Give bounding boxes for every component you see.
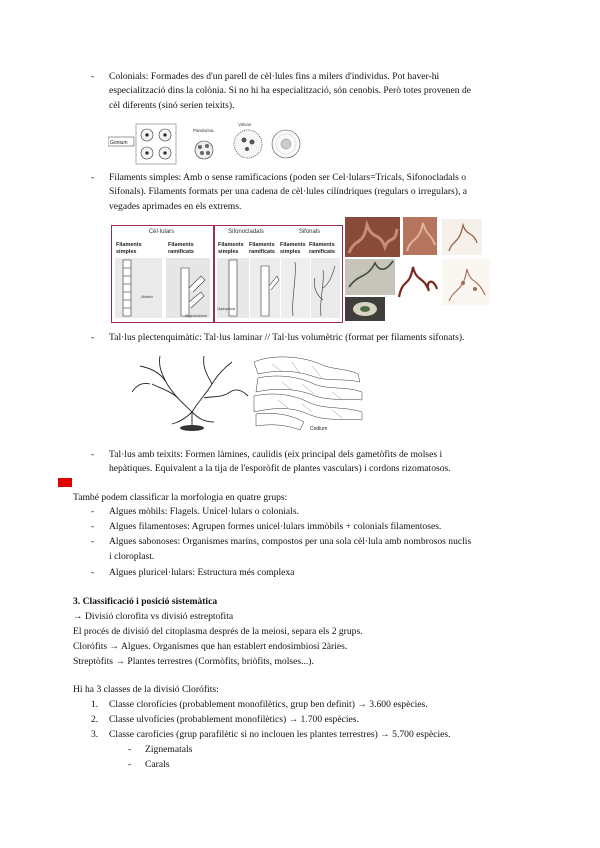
paragraph-line: El procés de divisió del citoplasma després de la meiosi, separa els 2 grups. bbox=[73, 626, 363, 637]
volvox-label: Volvox bbox=[238, 122, 252, 127]
class-item: Classe ulvofícies (probablement monofilètics) → 1.700 espècies. bbox=[109, 714, 359, 725]
paragraph-line: Streptòfits → Plantes terrestres (Cormòfits, briòfits, molses...). bbox=[73, 656, 314, 667]
tissues-line-1: Tal·lus amb teixits: Formen làmines, caulidis (eix principal dels gametòfits de molses i bbox=[109, 449, 443, 460]
group-item: Algues mòbils: Flagels. Unicel·lulars o colonials. bbox=[109, 506, 299, 517]
tissues-line-2: hepàtiques. Equivalent a la tija de l'esporòfit de plantes vasculars) i cordons rizomatosos. bbox=[109, 463, 451, 475]
tissues-text bbox=[109, 448, 529, 477]
groups-intro: També podem classificar la morfologia en quatre grups: bbox=[73, 492, 288, 503]
filaments-line-1: Filaments simples: Amb o sense ramificacions (poden ser Cel·lulars=Tricals, Sifonocladals o bbox=[109, 172, 467, 183]
pandorina-label: Pandorina bbox=[193, 128, 214, 133]
bullet-dash: - bbox=[91, 449, 95, 460]
class-item: Classe carofícies (grup parafilètic si no inclouen les plantes terrestres) → 5.700 espècies. bbox=[109, 729, 451, 740]
filaments-line-2: Sifonals). Filaments formats per una cadena de cèl·lules cilíndriques (regulars o irregulars), a bbox=[109, 186, 468, 198]
class-number: 3. bbox=[91, 729, 99, 740]
colonials-line-2: especialització dins la colònia. Si no hi ha especialització, són cenobis. Però totes provenen de bbox=[109, 85, 472, 97]
filaments-text bbox=[109, 171, 529, 214]
class-item: Classe clorofícies (probablement monofilètics, grup ben definit) → 3.600 espècies. bbox=[109, 699, 428, 710]
panel-title-sifonals: Sifonals bbox=[298, 229, 321, 235]
label-ramified-1: Filaments ramificats bbox=[168, 242, 194, 255]
stigeoclonium-label: Stigeoclonium bbox=[185, 314, 207, 318]
thallus-figure bbox=[132, 352, 368, 432]
subclass-item: Zignematals bbox=[145, 744, 193, 755]
gonium-label: Gonium bbox=[110, 140, 128, 146]
classes-intro: Hi ha 3 classes de la divisió Clorófits: bbox=[73, 684, 219, 695]
bullet-dash: - bbox=[91, 536, 95, 547]
bullet-dash: - bbox=[128, 759, 132, 770]
group-item-continued: i cloroplast. bbox=[109, 551, 155, 562]
class-number: 2. bbox=[91, 714, 99, 725]
red-highlight-mark bbox=[58, 478, 72, 487]
paragraph-line: Clorófits → Algues. Organismes que han establert endosimbiosi 2àries. bbox=[73, 641, 348, 652]
bullet-dash: - bbox=[91, 521, 95, 532]
algae-photo-collage bbox=[345, 217, 495, 321]
paragraph-line: → Divisió clorofita vs divisió estreptofita bbox=[73, 611, 234, 622]
subclass-item: Carals bbox=[145, 759, 170, 770]
panel-title-sifonocladals: Sifonocladals bbox=[228, 229, 264, 235]
plectenchyma-text: Tal·lus plectenquimàtic: Tal·lus laminar // Tal·lus volumètric (format per filaments sifonats). bbox=[109, 332, 465, 343]
class-number: 1. bbox=[91, 699, 99, 710]
group-item: Algues sabonoses: Organismes marins, compostos per una sola cèl·lula amb nombrosos nuclis bbox=[109, 536, 472, 547]
bullet-dash: - bbox=[91, 506, 95, 517]
colonials-text bbox=[109, 70, 529, 113]
label-ramified-2: Filaments ramificats bbox=[249, 242, 275, 255]
colonials-line-3: cèl diferents (sinó serien teixits). bbox=[109, 99, 235, 111]
ulothrix-label: Ulothrix bbox=[141, 295, 153, 299]
bullet-dash: - bbox=[91, 332, 95, 343]
label-ramified-3: Filaments ramificats bbox=[309, 242, 335, 255]
colonials-line-1: Colonials: Formades des d'un parell de cèl·lules fins a milers d'individus. Pot haver-hi bbox=[109, 71, 440, 82]
colonial-algae-figure bbox=[108, 120, 308, 166]
codium-label: Codium bbox=[310, 426, 328, 432]
filament-drawings bbox=[111, 258, 342, 320]
cladophora-label: Cladophora bbox=[217, 307, 236, 311]
label-simple-2: Filaments simples bbox=[218, 242, 244, 255]
bullet-dash: - bbox=[91, 172, 95, 183]
bullet-dash: - bbox=[91, 71, 95, 82]
group-item: Algues filamentoses: Agrupen formes unicel·lulars immòbils + colonials filamentoses. bbox=[109, 521, 442, 532]
section-heading: 3. Classificació i posició sistemàtica bbox=[73, 596, 218, 607]
bullet-dash: - bbox=[91, 567, 95, 578]
label-simple-1: Filaments simples bbox=[116, 242, 142, 255]
group-item: Algues pluricel·lulars: Estructura més complexa bbox=[109, 567, 295, 578]
label-simple-3: Filaments simples bbox=[280, 242, 306, 255]
filaments-line-3: vegades aprimades en els extrems. bbox=[109, 200, 242, 212]
panel-title-cellulars: Cèl·lulars bbox=[148, 229, 175, 235]
bullet-dash: - bbox=[128, 744, 132, 755]
